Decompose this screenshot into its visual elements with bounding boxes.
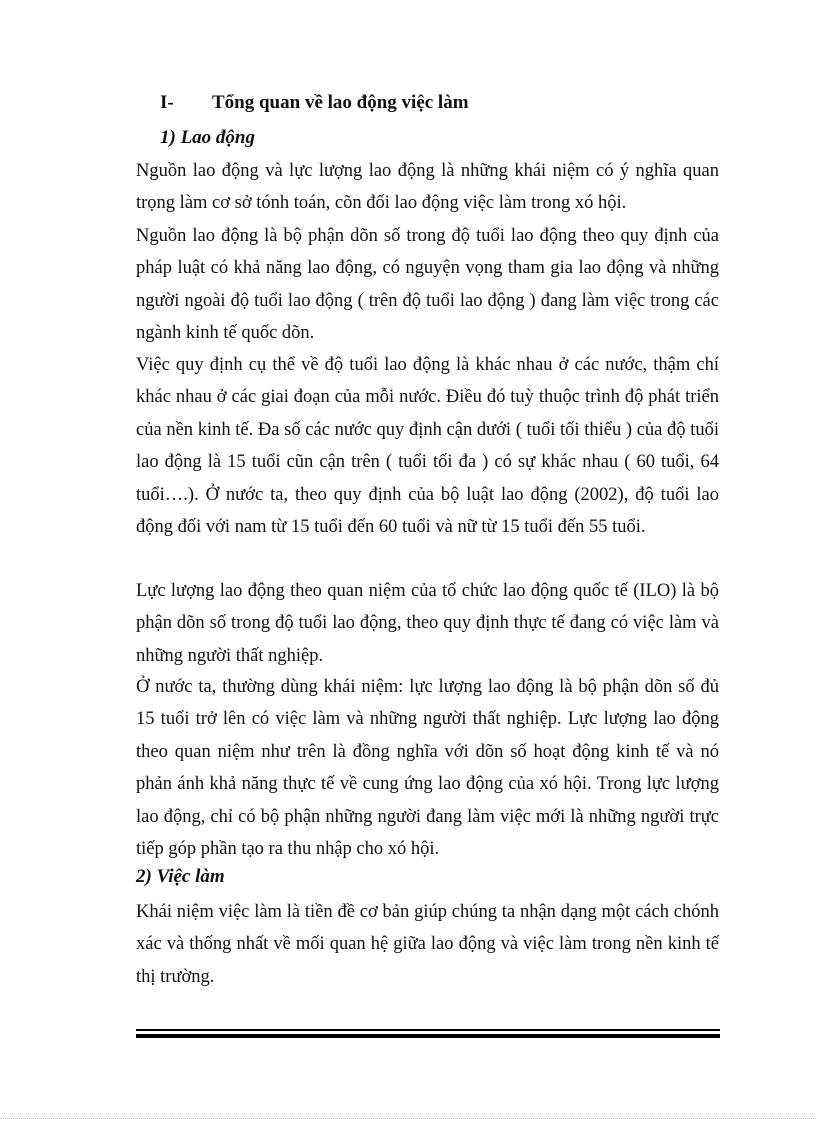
paragraph-text: Ở nước ta, thường dùng khái niệm: lực lượng lao động là bộ phận dõn số đủ 15 tuổi trở lên có việc làm và những người thất nghiệp. Lực lượng lao động theo quan niệm như trên là đồng nghĩa với dõn số hoạt động kinh tế và nó phản ánh khả năng thực tế về cung ứng lao động của xó hội. Trong lực lượng lao động, chỉ có bộ phận những người đang làm việc mới là những người trực tiếp góp phần tạo ra thu nhập cho xó hội.	[136, 677, 719, 860]
footer-rule-thin	[136, 1029, 720, 1031]
paragraph-text: Khái niệm việc làm là tiền đề cơ bản giúp chúng ta nhận dạng một cách chónh xác và thống nhất về mối quan hệ giữa lao động và việc làm trong nền kinh tế thị trường.	[136, 902, 719, 987]
paragraph-1	[136, 155, 719, 220]
paragraph-6	[136, 896, 719, 993]
section-heading	[160, 92, 469, 114]
subsection-title-viec-lam: 2) Việc làm	[136, 866, 225, 887]
heading-number: I-	[160, 92, 174, 113]
paragraph-3	[136, 349, 719, 543]
footer-rule-thick	[136, 1034, 720, 1038]
subsection-title-lao-dong: 1) Lao động	[160, 127, 255, 148]
paragraph-text: Lực lượng lao động theo quan niệm của tổ chức lao động quốc tế (ILO) là bộ phận dõn số trong độ tuổi lao động, theo quy định thực tế đang có việc làm và những người thất nghiệp.	[136, 581, 719, 666]
paragraph-text: Việc quy định cụ thể về độ tuổi lao động là khác nhau ở các nước, thậm chí khác nhau ở các giai đoạn của mỗi nước. Điều đó tuỳ thuộc trình độ phát triển của nền kinh tế. Đa số các nước quy định cận dưới ( tuổi tối thiểu ) của độ tuổi lao động là 15 tuổi cũn cận trên ( tuổi tối đa ) có sự khác nhau ( 60 tuổi, 64 tuổi….). Ở nước ta, theo quy định của bộ luật lao động (2002), độ tuổi lao động đối với nam từ 15 tuổi đến 60 tuổi và nữ từ 15 tuổi đến 55 tuổi.	[136, 355, 719, 538]
paragraph-text: Nguồn lao động là bộ phận dõn số trong độ tuổi lao động theo quy định của pháp luật có khả năng lao động, có nguyện vọng tham gia lao động và những người ngoài độ tuổi lao động ( trên độ tuổi lao động ) đang làm việc trong các ngành kinh tế quốc dõn.	[136, 226, 719, 344]
heading-title: Tổng quan về lao động việc làm	[212, 92, 469, 113]
paragraph-5	[136, 671, 719, 865]
page-bottom-dotted-line	[0, 1118, 816, 1119]
paragraph-2	[136, 220, 719, 350]
paragraph-text: Nguồn lao động và lực lượng lao động là những khái niệm có ý nghĩa quan trọng làm cơ sở tónh toán, cõn đối lao động việc làm trong xó hội.	[136, 161, 719, 214]
paragraph-4	[136, 575, 719, 672]
